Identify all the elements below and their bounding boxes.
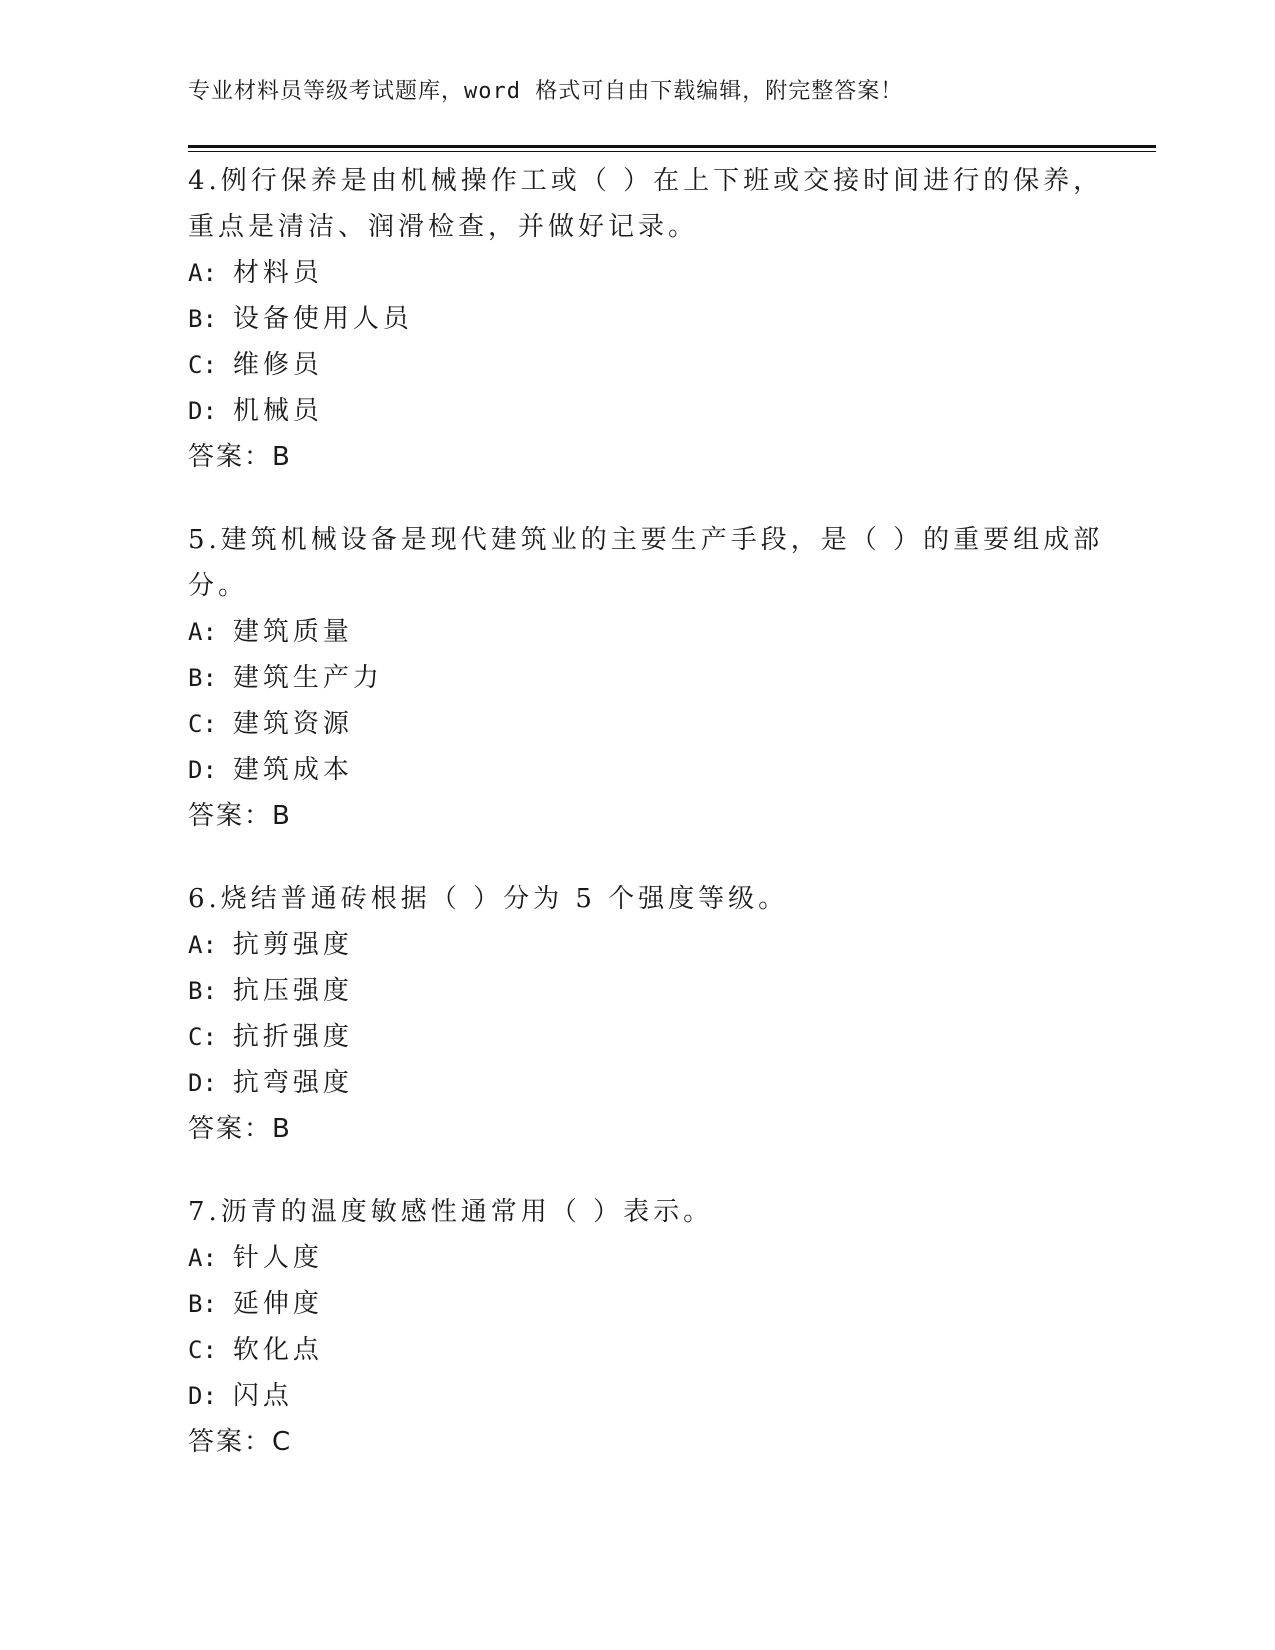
option-text: 建筑成本 xyxy=(232,755,353,785)
question-stem: 7.沥青的温度敏感性通常用（ ）表示。 xyxy=(188,1197,714,1227)
option-d xyxy=(188,1373,1108,1419)
option-key: B: xyxy=(188,305,217,333)
option-text: 建筑质量 xyxy=(232,617,353,647)
option-text: 抗折强度 xyxy=(232,1022,353,1052)
option-key: D: xyxy=(188,397,217,425)
question-5 xyxy=(188,517,1108,839)
option-text: 延伸度 xyxy=(232,1289,323,1319)
option-c xyxy=(188,701,1108,747)
option-text: 机械员 xyxy=(232,396,323,426)
option-key: A: xyxy=(188,931,217,959)
option-d xyxy=(188,747,1108,793)
option-key: C: xyxy=(188,351,217,379)
option-key: D: xyxy=(188,756,217,784)
question-stem-continued: 分。 xyxy=(188,571,249,601)
option-key: B: xyxy=(188,664,217,692)
question-stem: 4.例行保养是由机械操作工或（ ）在上下班或交接时间进行的保养， xyxy=(188,166,1104,196)
option-c xyxy=(188,1014,1108,1060)
option-a xyxy=(188,250,1108,296)
option-c xyxy=(188,342,1108,388)
question-stem-continued: 重点是清洁、润滑检查，并做好记录。 xyxy=(188,212,699,242)
option-key: D: xyxy=(188,1382,217,1410)
option-text: 软化点 xyxy=(232,1335,323,1365)
option-key: B: xyxy=(188,977,217,1005)
option-text: 针人度 xyxy=(232,1243,323,1273)
header-rule-thick xyxy=(188,145,1156,148)
header-rule-thin xyxy=(188,151,1156,152)
option-a xyxy=(188,1235,1108,1281)
option-b xyxy=(188,655,1108,701)
question-4 xyxy=(188,158,1108,480)
option-b xyxy=(188,296,1108,342)
option-b xyxy=(188,1281,1108,1327)
question-6 xyxy=(188,876,1108,1152)
option-text: 闪点 xyxy=(232,1381,293,1411)
question-stem: 6.烧结普通砖根据（ ）分为 5 个强度等级。 xyxy=(188,884,789,914)
option-key: A: xyxy=(188,1244,217,1272)
answer-line: 答案：C xyxy=(188,1427,293,1457)
option-text: 抗弯强度 xyxy=(232,1068,353,1098)
option-key: D: xyxy=(188,1069,217,1097)
answer-line: 答案：B xyxy=(188,442,292,472)
answer-line: 答案：B xyxy=(188,801,292,831)
option-a xyxy=(188,609,1108,655)
option-d xyxy=(188,1060,1108,1106)
option-text: 维修员 xyxy=(232,350,323,380)
option-key: B: xyxy=(188,1290,217,1318)
option-key: C: xyxy=(188,710,217,738)
option-text: 建筑资源 xyxy=(232,709,353,739)
option-text: 抗剪强度 xyxy=(232,930,353,960)
option-key: C: xyxy=(188,1336,217,1364)
question-7 xyxy=(188,1189,1108,1465)
page-header: 专业材料员等级考试题库，word 格式可自由下载编辑，附完整答案！ xyxy=(188,79,904,104)
option-key: A: xyxy=(188,259,217,287)
option-d xyxy=(188,388,1108,434)
option-c xyxy=(188,1327,1108,1373)
option-b xyxy=(188,968,1108,1014)
option-key: C: xyxy=(188,1023,217,1051)
option-text: 抗压强度 xyxy=(232,976,353,1006)
option-text: 设备使用人员 xyxy=(232,304,413,334)
option-text: 建筑生产力 xyxy=(232,663,383,693)
option-a xyxy=(188,922,1108,968)
answer-line: 答案：B xyxy=(188,1114,292,1144)
question-list xyxy=(188,158,1108,1502)
option-key: A: xyxy=(188,618,217,646)
question-stem: 5.建筑机械设备是现代建筑业的主要生产手段，是（ ）的重要组成部 xyxy=(188,525,1104,555)
option-text: 材料员 xyxy=(232,258,323,288)
